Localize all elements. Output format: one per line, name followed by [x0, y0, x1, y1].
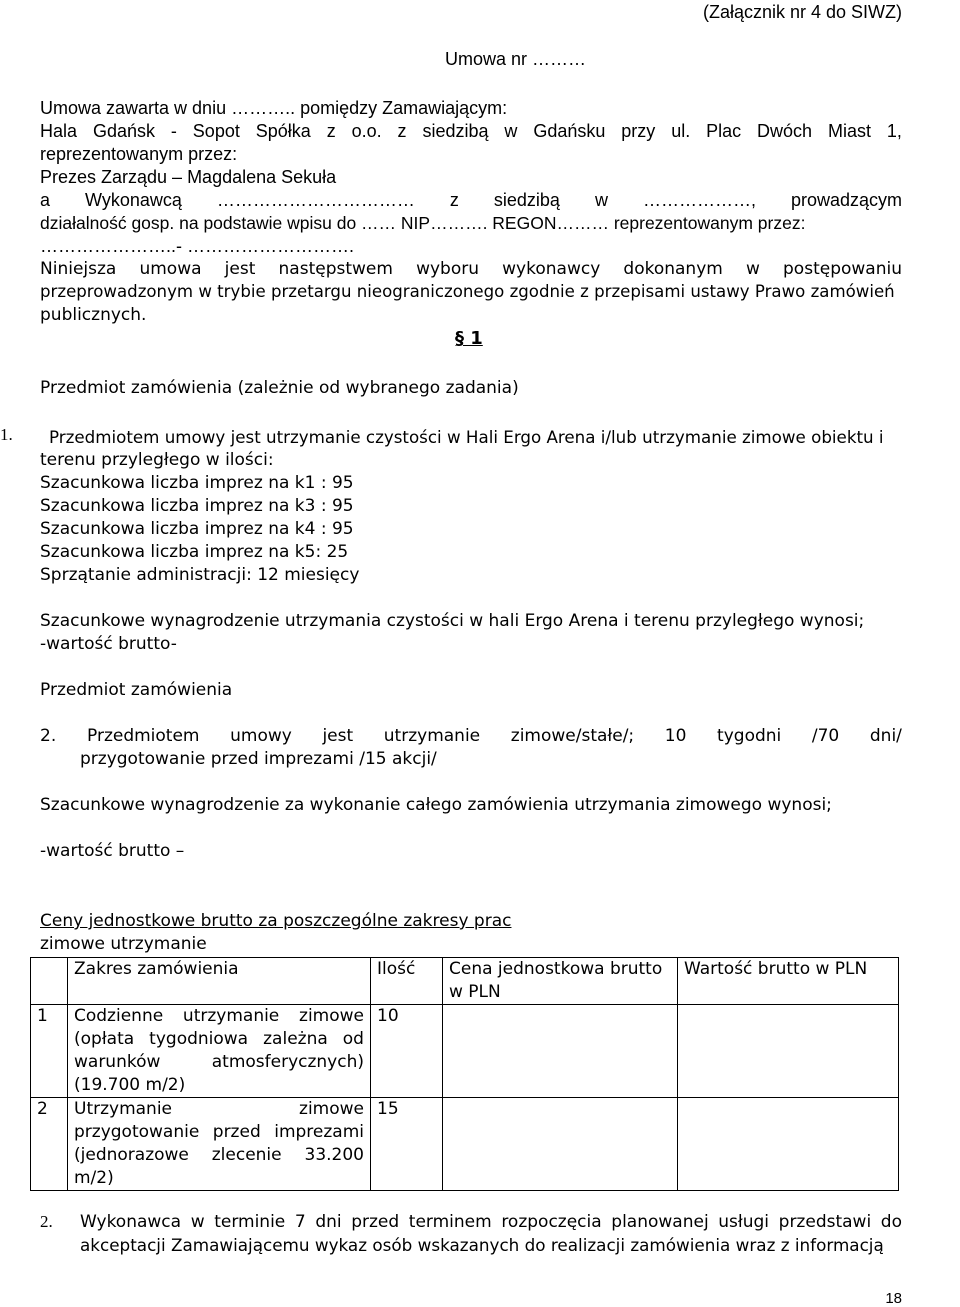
- intro-line: Prezes Zarządu – Magdalena Sekuła: [40, 167, 337, 187]
- attachment-label: (Załącznik nr 4 do SIWZ): [702, 2, 902, 22]
- item2-line: przygotowanie przed imprezami /15 akcji/: [80, 749, 437, 769]
- intro-line: Umowa zawarta w dniu ……….. pomiędzy Zamawiającym:: [40, 98, 508, 118]
- prices-heading: Ceny jednostkowe brutto za poszczególne zakresy prac: [40, 911, 512, 931]
- scope-cell: Codzienne utrzymanie zimowe (opłata tygodniowa zależna od warunków atmosferycznych) (19.700 m/2): [68, 1005, 371, 1098]
- intro-basis-line: Niniejsza umowa jest następstwem wyboru wykonawcy dokonanym w postępowaniu: [40, 259, 902, 279]
- page-number: 18: [885, 1290, 902, 1307]
- table-row: [31, 1098, 899, 1191]
- estimate-line: Sprzątanie administracji: 12 miesięcy: [40, 565, 360, 585]
- estimate-line: Szacunkowa liczba imprez na k3 : 95: [40, 496, 354, 516]
- subject-heading: Przedmiot zamówienia: [40, 680, 233, 700]
- header-cell: [31, 958, 68, 1005]
- value-cell: [678, 1098, 899, 1191]
- price-table: [30, 957, 899, 1191]
- item-number: 2.: [40, 726, 57, 746]
- item2b-line: Wykonawca w terminie 7 dni przed terminem rozpoczęcia planowanej usługi przedstawi do: [80, 1212, 902, 1232]
- intro-line: reprezentowanym przez:: [40, 144, 238, 164]
- table-header-row: [31, 958, 899, 1005]
- estimate-line: Szacunkowa liczba imprez na k4 : 95: [40, 519, 354, 539]
- remuneration-line: Szacunkowe wynagrodzenie za wykonanie całego zamówienia utrzymania zimowego wynosi;: [40, 795, 832, 815]
- row-number: 1: [31, 1005, 68, 1098]
- section-heading: Przedmiot zamówienia (zależnie od wybranego zadania): [40, 378, 519, 398]
- section-symbol: § 1: [455, 328, 483, 349]
- unit-price-cell: [443, 1098, 678, 1191]
- item1-line: Przedmiotem umowy jest utrzymanie czystości w Hali Ergo Arena i/lub utrzymanie zimowe obiektu i: [49, 427, 884, 447]
- gross-value-line: -wartość brutto –: [40, 841, 185, 861]
- header-cell: Ilość: [371, 958, 443, 1005]
- item2-line: Przedmiotem umowy jest utrzymanie zimowe/stałe/; 10 tygodni /70 dni/: [87, 726, 902, 746]
- remuneration-line: Szacunkowe wynagrodzenie utrzymania czystości w hali Ergo Arena i terenu przyległego wynosi;: [40, 611, 865, 631]
- intro-party-line: Hala Gdańsk - Sopot Spółka z o.o. z siedzibą w Gdańsku przy ul. Plac Dwóch Miast 1,: [40, 121, 902, 141]
- intro-line: …………………..- ……………………….: [40, 236, 354, 256]
- table-row: [31, 1005, 899, 1098]
- item-number: 2.: [40, 1212, 53, 1231]
- row-number: 2: [31, 1098, 68, 1191]
- contract-title: Umowa nr ………: [445, 49, 587, 69]
- estimate-line: Szacunkowa liczba imprez na k5: 25: [40, 542, 349, 562]
- quantity-cell: 15: [371, 1098, 443, 1191]
- estimate-line: Szacunkowa liczba imprez na k1 : 95: [40, 473, 354, 493]
- quantity-cell: 10: [371, 1005, 443, 1098]
- item-number: 1.: [0, 425, 13, 444]
- prices-subheading: zimowe utrzymanie: [40, 934, 207, 954]
- intro-contractor-line: a Wykonawcą …………………………… z siedzibą w ………………, prowadzącym: [40, 190, 902, 210]
- scope-cell: Utrzymanie zimowe przygotowanie przed imprezami (jednorazowe zlecenie 33.200 m/2): [68, 1098, 371, 1191]
- item2b-line: akceptacji Zamawiającemu wykaz osób wskazanych do realizacji zamówienia wraz z informacją: [80, 1235, 884, 1255]
- intro-line: publicznych.: [40, 305, 147, 325]
- intro-line: działalność gosp. na podstawie wpisu do …… NIP………. REGON……… reprezentowanym przez:: [40, 213, 806, 233]
- unit-price-cell: [443, 1005, 678, 1098]
- gross-value-line: -wartość brutto-: [40, 634, 177, 654]
- intro-line: przeprowadzonym w trybie przetargu nieograniczonego zgodnie z przepisami ustawy Prawo zamówień: [40, 282, 895, 301]
- header-cell: Zakres zamówienia: [68, 958, 371, 1005]
- value-cell: [678, 1005, 899, 1098]
- item1-line: terenu przyległego w ilości:: [40, 450, 274, 470]
- header-cell: Cena jednostkowa brutto w PLN: [443, 958, 678, 1005]
- header-cell: Wartość brutto w PLN: [678, 958, 899, 1005]
